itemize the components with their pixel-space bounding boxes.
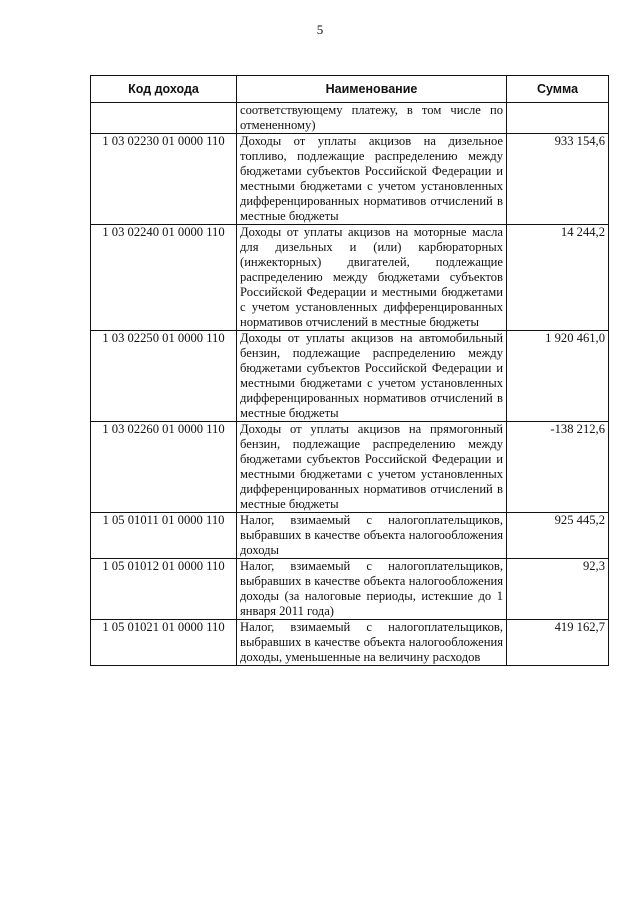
table-body	[91, 103, 609, 666]
table-row	[91, 620, 609, 666]
revenue-sum: 419 162,7	[507, 620, 609, 666]
revenue-sum: 925 445,2	[507, 513, 609, 559]
table-row	[91, 331, 609, 422]
revenue-name: Доходы от уплаты акцизов на дизельное топливо, подлежащие распределению между бюджетами субъектов Российской Федерации и местными бюджетами с учетом установленных дифференцированных нормативов отчислений в местные бюджеты	[237, 134, 507, 225]
revenue-code: 1 03 02230 01 0000 110	[91, 134, 237, 225]
revenue-name: Налог, взимаемый с налогоплательщиков, выбравших в качестве объекта налогообложения доходы (за налоговые периоды, истекшие до 1 января 2011 года)	[237, 559, 507, 620]
revenue-code: 1 03 02240 01 0000 110	[91, 225, 237, 331]
revenue-sum: 92,3	[507, 559, 609, 620]
table-row	[91, 134, 609, 225]
revenue-code: 1 05 01011 01 0000 110	[91, 513, 237, 559]
revenue-code	[91, 103, 237, 134]
table-row	[91, 513, 609, 559]
revenue-sum: 933 154,6	[507, 134, 609, 225]
revenue-sum: 1 920 461,0	[507, 331, 609, 422]
revenue-name: Налог, взимаемый с налогоплательщиков, выбравших в качестве объекта налогообложения доходы	[237, 513, 507, 559]
table-row	[91, 559, 609, 620]
revenue-sum	[507, 103, 609, 134]
revenue-table	[90, 75, 609, 666]
table-row	[91, 225, 609, 331]
revenue-sum: -138 212,6	[507, 422, 609, 513]
revenue-code: 1 05 01021 01 0000 110	[91, 620, 237, 666]
table-row	[91, 422, 609, 513]
table-header	[91, 76, 609, 103]
table-row	[91, 103, 609, 134]
header-code: Код дохода	[91, 76, 237, 103]
header-row	[91, 76, 609, 103]
revenue-code: 1 05 01012 01 0000 110	[91, 559, 237, 620]
revenue-sum: 14 244,2	[507, 225, 609, 331]
revenue-name: Доходы от уплаты акцизов на моторные масла для дизельных и (или) карбюраторных (инжекторных) двигателей, подлежащие распределению между бюджетами субъектов Российской Федерации и местными бюджетами с учетом установленных дифференцированных нормативов отчислений в местные бюджеты	[237, 225, 507, 331]
page-number: 5	[316, 22, 324, 37]
revenue-name: Доходы от уплаты акцизов на прямогонный бензин, подлежащие распределению между бюджетами субъектов Российской Федерации и местными бюджетами с учетом установленных дифференцированных нормативов отчислений в местные бюджеты	[237, 422, 507, 513]
revenue-code: 1 03 02260 01 0000 110	[91, 422, 237, 513]
revenue-name: Доходы от уплаты акцизов на автомобильный бензин, подлежащие распределению между бюджетами субъектов Российской Федерации и местными бюджетами с учетом установленных дифференцированных нормативов отчислений в местные бюджеты	[237, 331, 507, 422]
revenue-name: соответствующему платежу, в том числе по отмененному)	[237, 103, 507, 134]
revenue-name: Налог, взимаемый с налогоплательщиков, выбравших в качестве объекта налогообложения доходы, уменьшенные на величину расходов	[237, 620, 507, 666]
revenue-code: 1 03 02250 01 0000 110	[91, 331, 237, 422]
header-name: Наименование	[237, 76, 507, 103]
header-sum: Сумма	[507, 76, 609, 103]
